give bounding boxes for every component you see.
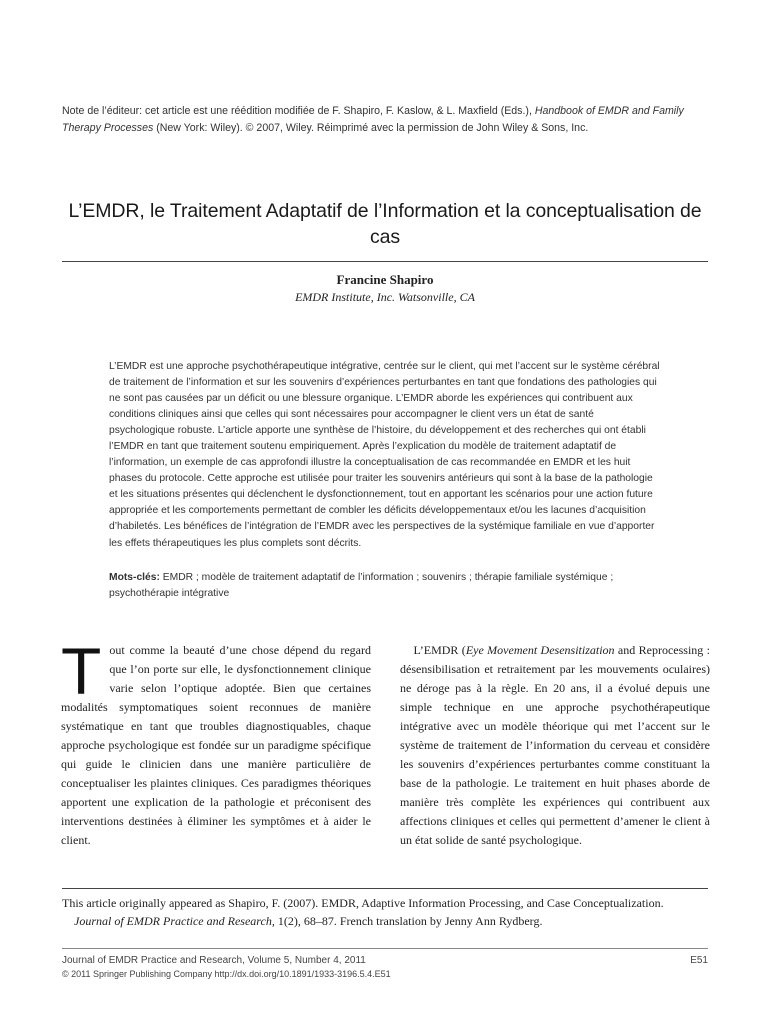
footnote-journal: Journal of EMDR Practice and Research, [74, 914, 275, 928]
page-number: E51 [690, 955, 708, 966]
author-affiliation: EMDR Institute, Inc. Watsonville, CA [295, 290, 475, 304]
body-column-left [61, 634, 371, 850]
keywords-text: EMDR ; modèle de traitement adaptatif de l’information ; souvenirs ; thérapie familiale systémique ; psychothérapie intégrative [109, 572, 614, 599]
footnote-line1: This article originally appeared as Shapiro, F. (2007). EMDR, Adaptive Information Processing, and Case Conceptualization. [62, 896, 664, 910]
body-right-text: and Reprocessing : désensibilisation et retraitement par les mouvements oculaires) ne déroge pas à la règle. En 20 ans, il a évolué depuis une simple technique en une approche psychothérapeutique intégrative avec un modèle théorique qui met l’accent sur le système de traitement de l’information du cerveau et considère les souvenirs d’expériences perturbantes comme constituant la base de la pathologie. Le traitement en huit phases aborde de manière très complète les expériences qui contribuent aux affections cliniques et celles qui permettent d’amener le client à un état solide de santé psychologique. [400, 643, 711, 847]
author-name: Francine Shapiro [336, 272, 434, 287]
article-title: L’EMDR, le Traitement Adaptatif de l’Information et la conceptualisation de cas [68, 200, 702, 248]
title-divider [62, 261, 708, 262]
keywords [109, 570, 660, 602]
editor-note-suffix: (New York: Wiley). © 2007, Wiley. Réimprimé avec la permission de John Wiley & Sons, Inc. [153, 122, 589, 134]
keywords-label: Mots-clés: [109, 572, 160, 583]
footnote-line2: 1(2), 68–87. French translation by Jenny Ann Rydberg. [274, 914, 543, 928]
footnote [62, 894, 712, 930]
editor-note [62, 103, 710, 137]
body-right-italic: Eye Movement Desensitization [465, 643, 615, 657]
footer-divider [62, 948, 708, 949]
copyright-doi: © 2011 Springer Publishing Company http://dx.doi.org/10.1891/1933-3196.5.4.E51 [62, 969, 391, 979]
footnote-divider [62, 888, 708, 889]
journal-citation: Journal of EMDR Practice and Research, Volume 5, Number 4, 2011 [62, 955, 366, 966]
abstract: L’EMDR est une approche psychothérapeutique intégrative, centrée sur le client, qui met l’accent sur le système cérébral de traitement de l’information et sur les souvenirs d’expériences perturbantes en tant que fondations des pathologies qui ne sont pas causées par un déficit ou une blessure organique. L’EMDR aborde les expériences qui contribuent aux conditions cliniques ainsi que celles qui sont nécessaires pour accompagner le client vers un état de santé psychologique robuste. L’article apporte une synthèse de l’histoire, du développement et des recherches qui ont établi l’EMDR en tant que traitement soutenu empiriquement. Après l’explication du modèle de traitement adaptatif de l’information, un exemple de cas approfondi illustre la conceptualisation de cas recommandée en EMDR et les huit phases du protocole. Cette approche est utilisée pour traiter les souvenirs antérieurs qui sont à la base de la pathologie et les situations présentes qui déclenchent le dysfonctionnement, tout en apportant les scénarios pour une action future appropriée et les comportements permettant de combler les déficits développementaux et/ou les lacunes d’acquisition d’habiletés. Les bénéfices de l’intégration de l’EMDR avec les perspectives de la systémique familiale en vue d’apporter les effets thérapeutiques les plus complets sont décrits. [109, 361, 660, 549]
body-column-right [400, 641, 710, 850]
editor-note-book-title: Handbook of EMDR and Family Therapy Processes [62, 105, 684, 134]
body-left-text: out comme la beauté d’une chose dépend du regard que l’on porte sur elle, le dysfonctionnement clinique varie selon l’optique adoptée. Bien que certaines modalités symptomatiques soient reconnues de manière systématique en tant que troubles diagnostiquables, chaque approche psychologique est fondée sur un paradigme spécifique qui guide le clinicien dans une manière particulière de conceptualiser les plaintes cliniques. Ces paradigmes théoriques apportent une explication de la pathologie et préconisent des interventions destinées à éliminer les symptômes et à aider le client. [61, 643, 371, 847]
editor-note-prefix: Note de l’éditeur: cet article est une réédition modifiée de F. Shapiro, F. Kaslow, & L. Maxfield (Eds.), [62, 105, 535, 117]
drop-cap: T [61, 634, 102, 708]
body-right-prefix: L’EMDR ( [413, 643, 466, 657]
